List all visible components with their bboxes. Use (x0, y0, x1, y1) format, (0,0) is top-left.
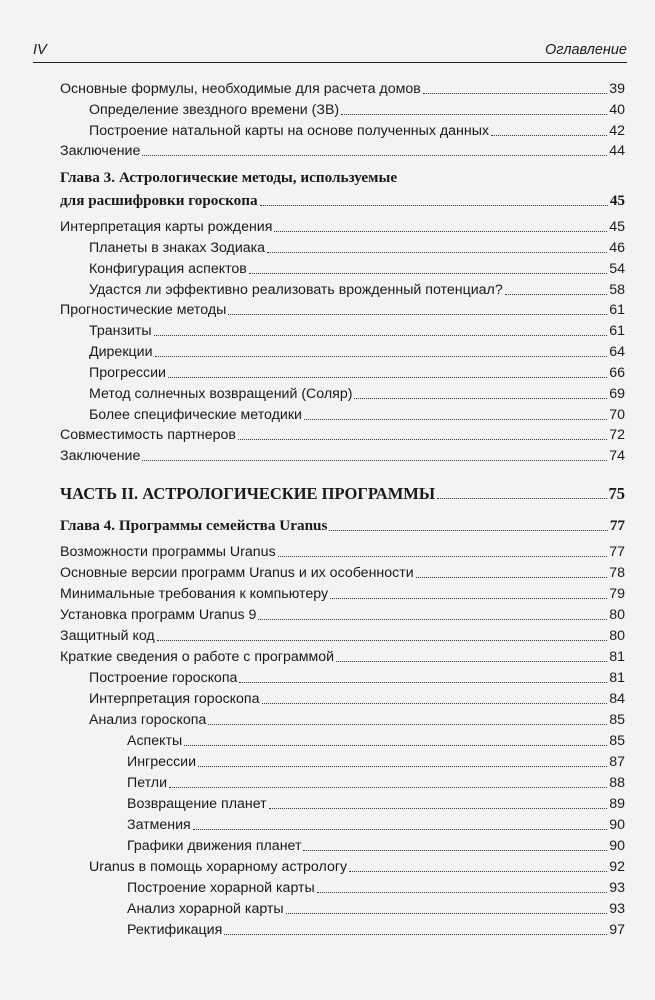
toc-entry[interactable] (60, 667, 625, 687)
toc-entry-page: 40 (609, 102, 625, 118)
toc-entry[interactable] (60, 258, 625, 278)
leader-dots (224, 934, 607, 935)
toc-entry-title: Защитный код (60, 628, 155, 644)
toc-entry-title: Прогностические методы (60, 302, 227, 318)
leader-dots (157, 640, 608, 641)
toc-entry-page: 72 (609, 427, 625, 443)
toc-entry-title: Метод солнечных возвращений (Соляр) (89, 386, 353, 402)
toc-entry-title: Uranus в помощь хорарному астрологу (89, 859, 348, 875)
toc-entry-title: Определение звездного времени (ЗВ) (89, 102, 340, 118)
toc-entry-page: 93 (609, 880, 625, 896)
toc-entry-title: Установка программ Uranus 9 (60, 607, 257, 623)
toc-entry-title: Построение хорарной карты (127, 880, 315, 896)
toc-entry-title: Анализ гороскопа (89, 712, 207, 728)
toc-entry[interactable] (60, 919, 625, 939)
leader-dots (228, 314, 607, 315)
toc-entry[interactable] (60, 383, 625, 403)
leader-dots (330, 598, 607, 599)
toc-entry-title: Ректификация (127, 922, 223, 938)
toc-entry[interactable] (60, 320, 625, 340)
toc-entry-title: Транзиты (89, 323, 152, 339)
toc-entry[interactable] (60, 299, 625, 319)
toc-entry-title: Возвращение планет (127, 796, 267, 812)
toc-entry-title: Планеты в знаках Зодиака (89, 240, 266, 256)
leader-dots (155, 356, 608, 357)
leader-dots (198, 766, 607, 767)
toc-entry-title: Минимальные требования к компьютеру (60, 586, 329, 602)
toc-entry-title: Дирекции (89, 344, 153, 360)
toc-entry-page: 80 (609, 628, 625, 644)
leader-dots (269, 808, 608, 809)
toc-entry[interactable] (60, 541, 625, 561)
leader-dots (505, 294, 607, 295)
page-number: IV (33, 42, 47, 58)
toc-entry-page: 75 (608, 484, 625, 503)
toc-entry-page: 45 (609, 192, 625, 209)
leader-dots (317, 892, 608, 893)
toc-entry-page: 92 (609, 859, 625, 875)
toc-entry-title: Удастся ли эффективно реализовать врожденный потенциал? (89, 282, 503, 298)
leader-dots (304, 419, 607, 420)
leader-dots (249, 273, 607, 274)
toc-entry-page: 90 (609, 838, 625, 854)
toc-entry-page: 77 (609, 517, 625, 534)
toc-entry-page: 70 (609, 407, 625, 423)
toc-entry-page: 93 (609, 901, 625, 917)
toc-entry-page: 78 (609, 565, 625, 581)
leader-dots (341, 114, 607, 115)
leader-dots (262, 703, 608, 704)
leader-dots (349, 871, 607, 872)
toc-entry-page: 44 (609, 143, 625, 159)
toc-entry-page: 39 (609, 81, 625, 97)
toc-entry[interactable] (60, 898, 625, 918)
toc-entry-page: 58 (609, 282, 625, 298)
toc-entry[interactable] (60, 793, 625, 813)
toc-entry[interactable] (60, 877, 625, 897)
toc-entry-title: Возможности программы Uranus (60, 544, 276, 560)
leader-dots (239, 682, 607, 683)
toc-entry[interactable] (60, 140, 625, 160)
toc-entry-page: 61 (609, 323, 625, 339)
toc-chapter-entry[interactable] (60, 190, 625, 210)
leader-dots (260, 205, 608, 206)
toc-entry[interactable] (60, 730, 625, 750)
leader-dots (278, 556, 608, 557)
toc-entry-page: 85 (609, 712, 625, 728)
toc-entry[interactable] (60, 424, 625, 444)
toc-entry[interactable] (60, 78, 625, 98)
toc-part-entry[interactable] (60, 483, 625, 503)
toc-entry-page: 66 (609, 365, 625, 381)
toc-entry-page: 87 (609, 754, 625, 770)
toc-entry-page: 61 (609, 302, 625, 318)
toc-entry-title: Интерпретация карты рождения (60, 219, 273, 235)
toc-entry-title: Графики движения планет (127, 838, 302, 854)
toc-entry[interactable] (60, 625, 625, 645)
toc-entry[interactable] (60, 709, 625, 729)
toc-entry[interactable] (60, 772, 625, 792)
toc-entry[interactable] (60, 120, 625, 140)
leader-dots (193, 829, 607, 830)
leader-dots (267, 252, 607, 253)
toc-entry-title: Построение натальной карты на основе полученных данных (89, 123, 490, 139)
toc-entry-title: Анализ хорарной карты (127, 901, 284, 917)
toc-entry-page: 88 (609, 775, 625, 791)
leader-dots (303, 850, 607, 851)
toc-entry[interactable] (60, 341, 625, 361)
toc-entry-title: для расшифровки гороскопа (60, 192, 258, 209)
toc-entry-page: 54 (609, 261, 625, 277)
toc-entry-title: Конфигурация аспектов (89, 261, 247, 277)
toc-entry-title: Более специфические методики (89, 407, 302, 423)
toc-entry-title: Интерпретация гороскопа (89, 691, 260, 707)
toc-entry[interactable] (60, 856, 625, 876)
toc-entry-title: Заключение (60, 448, 141, 464)
toc-entry-page: 84 (609, 691, 625, 707)
toc-entry[interactable] (60, 562, 625, 582)
toc-chapter-entry[interactable] (60, 515, 625, 535)
toc-entry-title: Основные формулы, необходимые для расчета домов (60, 81, 421, 97)
toc-entry-title: ЧАСТЬ II. АСТРОЛОГИЧЕСКИЕ ПРОГРАММЫ (60, 484, 436, 503)
toc-entry[interactable] (60, 362, 625, 382)
toc-entry-page: 89 (609, 796, 625, 812)
toc-entry-title: Аспекты (127, 733, 183, 749)
leader-dots (491, 135, 607, 136)
toc-entry[interactable] (60, 751, 625, 771)
chapter-title-line1: Глава 3. Астрологические методы, используемые (60, 169, 398, 186)
toc-entry-page: 46 (609, 240, 625, 256)
toc-entry-page: 77 (609, 544, 625, 560)
leader-dots (437, 498, 606, 499)
leader-dots (184, 745, 607, 746)
toc-entry-page: 90 (609, 817, 625, 833)
toc-entry-page: 45 (609, 219, 625, 235)
leader-dots (416, 577, 608, 578)
toc-entry[interactable] (60, 814, 625, 834)
toc-entry-title: Петли (127, 775, 168, 791)
leader-dots (142, 155, 607, 156)
leader-dots (168, 377, 607, 378)
toc-entry-title: Основные версии программ Uranus и их особенности (60, 565, 414, 581)
toc-entry[interactable] (60, 404, 625, 424)
toc-entry-page: 74 (609, 448, 625, 464)
toc-entry[interactable] (60, 279, 625, 299)
toc-entry-title: Краткие сведения о работе с программой (60, 649, 335, 665)
leader-dots (208, 724, 607, 725)
toc-entry-page: 81 (609, 670, 625, 686)
leader-dots (154, 335, 608, 336)
toc-entry-title: Построение гороскопа (89, 670, 238, 686)
toc-entry-title: Глава 4. Программы семейства Uranus (60, 517, 328, 534)
leader-dots (238, 439, 607, 440)
toc-entry[interactable] (60, 646, 625, 666)
toc-entry-page: 85 (609, 733, 625, 749)
leader-dots (142, 460, 607, 461)
toc-entry[interactable] (60, 604, 625, 624)
leader-dots (274, 231, 607, 232)
toc-entry[interactable] (60, 99, 625, 119)
toc-entry-page: 64 (609, 344, 625, 360)
toc-entry-page: 81 (609, 649, 625, 665)
toc-entry[interactable] (60, 445, 625, 465)
leader-dots (258, 619, 607, 620)
leader-dots (329, 530, 607, 531)
leader-dots (169, 787, 607, 788)
leader-dots (423, 93, 607, 94)
toc-entry-title: Заключение (60, 143, 141, 159)
leader-dots (354, 398, 607, 399)
toc-entry-title: Прогрессии (89, 365, 166, 381)
toc-entry-title: Ингрессии (127, 754, 197, 770)
toc-entry-page: 97 (609, 922, 625, 938)
toc-entry-title: Совместимость партнеров (60, 427, 236, 443)
toc-entry[interactable] (60, 688, 625, 708)
toc-entry[interactable] (60, 237, 625, 257)
toc-entry-title: Затмения (127, 817, 191, 833)
leader-dots (286, 913, 608, 914)
running-title: Оглавление (545, 42, 627, 58)
leader-dots (336, 661, 607, 662)
page-header (33, 42, 627, 63)
toc-entry[interactable] (60, 835, 625, 855)
toc-entry[interactable] (60, 583, 625, 603)
toc-entry-page: 80 (609, 607, 625, 623)
toc-entry-page: 42 (609, 123, 625, 139)
toc-entry-page: 69 (609, 386, 625, 402)
toc-entry-page: 79 (609, 586, 625, 602)
toc-entry[interactable] (60, 216, 625, 236)
